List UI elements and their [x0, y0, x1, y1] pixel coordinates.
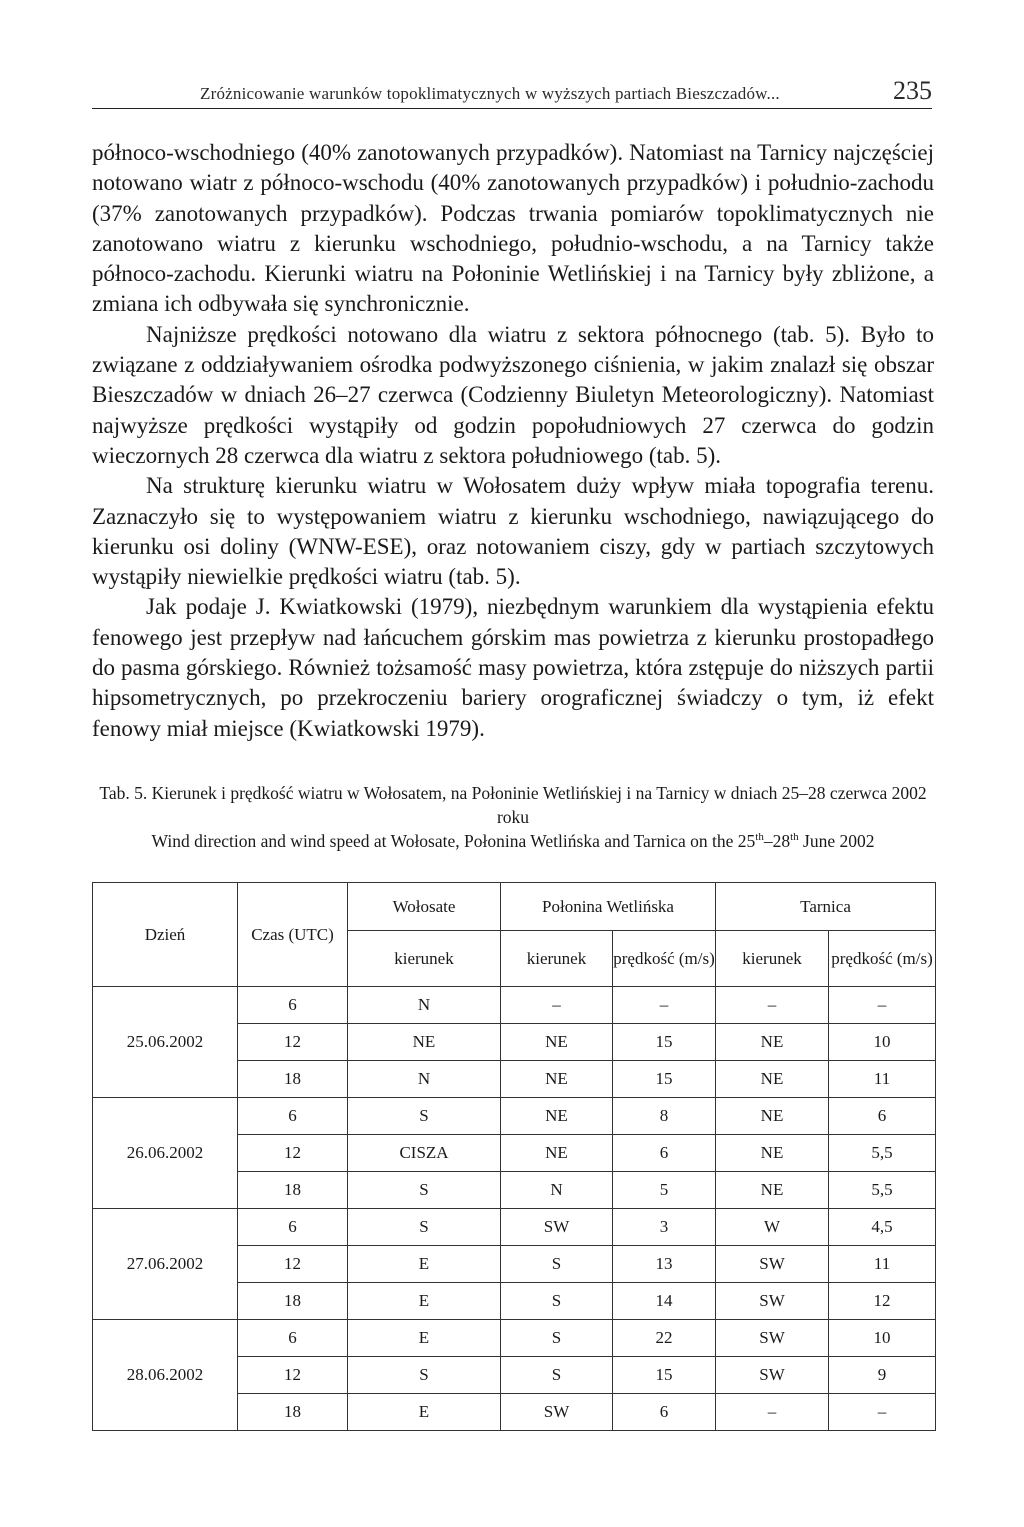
- cell-tarnica-speed: 10: [829, 1320, 936, 1357]
- header-polonina: Połonina Wetlińska: [501, 883, 716, 931]
- cell-time: 6: [238, 1320, 348, 1357]
- cell-polonina-speed: 22: [613, 1320, 716, 1357]
- cell-polonina-direction: S: [501, 1283, 613, 1320]
- cell-time: 6: [238, 1209, 348, 1246]
- cell-polonina-direction: SW: [501, 1209, 613, 1246]
- header-wolosate-direction: kierunek: [348, 931, 501, 987]
- cell-polonina-direction: NE: [501, 1098, 613, 1135]
- cell-polonina-speed: 14: [613, 1283, 716, 1320]
- running-header: [92, 72, 932, 109]
- cell-time: 12: [238, 1357, 348, 1394]
- cell-polonina-speed: 5: [613, 1172, 716, 1209]
- cell-polonina-direction: –: [501, 987, 613, 1024]
- cell-time: 12: [238, 1246, 348, 1283]
- cell-time: 12: [238, 1024, 348, 1061]
- cell-tarnica-speed: 5,5: [829, 1172, 936, 1209]
- cell-wolosate-direction: S: [348, 1098, 501, 1135]
- caption-english: [92, 829, 934, 853]
- cell-polonina-direction: S: [501, 1320, 613, 1357]
- cell-wolosate-direction: N: [348, 987, 501, 1024]
- paragraph-1: północo-wschodniego (40% zanotowanych przypadków). Natomiast na Tarnicy najczęściej notowano wiatr z północo-wschodu (40% zanotowanych przypadków) i południo-zachodu (37% zanotowanych przypadków). Podczas trwania pomiarów topoklimatycznych nie zanotowano wiatru z kierunku wschodniego, południo-wschodu, a na Tarnicy także północo-zachodu. Kierunki wiatru na Połoninie Wetlińskiej i na Tarnicy były zbliżone, a zmiana ich odbywała się synchronicznie.: [92, 140, 934, 317]
- cell-tarnica-direction: NE: [716, 1061, 829, 1098]
- cell-tarnica-speed: 9: [829, 1357, 936, 1394]
- cell-polonina-speed: 15: [613, 1061, 716, 1098]
- cell-polonina-direction: SW: [501, 1394, 613, 1431]
- cell-polonina-direction: S: [501, 1357, 613, 1394]
- cell-tarnica-direction: W: [716, 1209, 829, 1246]
- cell-date: 28.06.2002: [93, 1320, 238, 1431]
- cell-date: 27.06.2002: [93, 1209, 238, 1320]
- cell-date: 25.06.2002: [93, 987, 238, 1098]
- cell-tarnica-direction: NE: [716, 1135, 829, 1172]
- cell-tarnica-direction: NE: [716, 1098, 829, 1135]
- header-wolosate: Wołosate: [348, 883, 501, 931]
- cell-tarnica-speed: –: [829, 1394, 936, 1431]
- cell-polonina-direction: N: [501, 1172, 613, 1209]
- cell-date: 26.06.2002: [93, 1098, 238, 1209]
- table-row: [93, 1209, 936, 1246]
- cell-wolosate-direction: S: [348, 1172, 501, 1209]
- cell-tarnica-speed: 6: [829, 1098, 936, 1135]
- cell-polonina-speed: –: [613, 987, 716, 1024]
- cell-tarnica-speed: 4,5: [829, 1209, 936, 1246]
- header-time: Czas (UTC): [238, 883, 348, 987]
- cell-tarnica-speed: –: [829, 987, 936, 1024]
- body-text: [92, 138, 934, 744]
- caption-english-suffix: June 2002: [798, 831, 875, 851]
- header-day: Dzień: [93, 883, 238, 987]
- cell-time: 6: [238, 1098, 348, 1135]
- running-title: Zróżnicowanie warunków topoklimatycznych w wyższych partiach Bieszczadów...: [200, 84, 780, 103]
- cell-tarnica-speed: 11: [829, 1246, 936, 1283]
- cell-wolosate-direction: E: [348, 1320, 501, 1357]
- cell-tarnica-speed: 11: [829, 1061, 936, 1098]
- cell-tarnica-speed: 12: [829, 1283, 936, 1320]
- cell-polonina-speed: 15: [613, 1024, 716, 1061]
- cell-polonina-direction: NE: [501, 1061, 613, 1098]
- cell-tarnica-direction: NE: [716, 1024, 829, 1061]
- table-row: [93, 1098, 936, 1135]
- cell-wolosate-direction: E: [348, 1246, 501, 1283]
- cell-wolosate-direction: CISZA: [348, 1135, 501, 1172]
- caption-english-dash: –28: [763, 831, 791, 851]
- cell-polonina-speed: 6: [613, 1394, 716, 1431]
- caption-english-prefix: Wind direction and wind speed at Wołosate, Połonina Wetlińska and Tarnica on the 25: [151, 831, 756, 851]
- cell-tarnica-direction: –: [716, 987, 829, 1024]
- cell-polonina-direction: S: [501, 1246, 613, 1283]
- cell-polonina-speed: 15: [613, 1357, 716, 1394]
- table-body: [93, 987, 936, 1431]
- cell-wolosate-direction: NE: [348, 1024, 501, 1061]
- table-row: [93, 987, 936, 1024]
- cell-tarnica-speed: 5,5: [829, 1135, 936, 1172]
- cell-time: 18: [238, 1394, 348, 1431]
- table-caption: [92, 781, 934, 853]
- cell-tarnica-direction: SW: [716, 1246, 829, 1283]
- header-polonina-speed: prędkość (m/s): [613, 931, 716, 987]
- cell-wolosate-direction: E: [348, 1283, 501, 1320]
- cell-time: 18: [238, 1061, 348, 1098]
- cell-wolosate-direction: N: [348, 1061, 501, 1098]
- header-tarnica-speed: prędkość (m/s): [829, 931, 936, 987]
- table-header: [93, 883, 936, 987]
- paragraph-2: Najniższe prędkości notowano dla wiatru z sektora północnego (tab. 5). Było to związane z oddziaływaniem ośrodka podwyższonego ciśnienia, w jakim znalazł się obszar Bieszczadów w dniach 26–27 czerwca (Codzienny Biuletyn Meteorologiczny). Natomiast najwyższe prędkości wystąpiły od godzin popołudniowych 27 czerwca do godzin wieczornych 28 czerwca dla wiatru z sektora południowego (tab. 5).: [92, 321, 934, 468]
- cell-polonina-speed: 13: [613, 1246, 716, 1283]
- wind-table: [92, 882, 936, 1431]
- table-row: [93, 1320, 936, 1357]
- cell-tarnica-direction: SW: [716, 1283, 829, 1320]
- cell-tarnica-direction: –: [716, 1394, 829, 1431]
- cell-time: 18: [238, 1283, 348, 1320]
- cell-tarnica-direction: NE: [716, 1172, 829, 1209]
- cell-tarnica-speed: 10: [829, 1024, 936, 1061]
- header-tarnica: Tarnica: [716, 883, 936, 931]
- cell-time: 12: [238, 1135, 348, 1172]
- caption-sup-2: th: [790, 831, 799, 844]
- cell-tarnica-direction: SW: [716, 1320, 829, 1357]
- cell-polonina-direction: NE: [501, 1135, 613, 1172]
- cell-wolosate-direction: S: [348, 1209, 501, 1246]
- cell-wolosate-direction: E: [348, 1394, 501, 1431]
- caption-polish: Tab. 5. Kierunek i prędkość wiatru w Wołosatem, na Połoninie Wetlińskiej i na Tarnicy w dniach 25–28 czerwca 2002 roku: [99, 783, 927, 827]
- header-tarnica-direction: kierunek: [716, 931, 829, 987]
- page-number: 235: [893, 76, 932, 105]
- paragraph-3: Na strukturę kierunku wiatru w Wołosatem duży wpływ miała topografia terenu. Zaznaczyło się to występowaniem wiatru z kierunku wschodniego, nawiązującego do kierunku osi doliny (WNW-ESE), oraz notowaniem ciszy, gdy w partiach szczytowych wystąpiły niewielkie prędkości wiatru (tab. 5).: [92, 473, 934, 590]
- cell-time: 6: [238, 987, 348, 1024]
- cell-time: 18: [238, 1172, 348, 1209]
- cell-polonina-speed: 3: [613, 1209, 716, 1246]
- cell-wolosate-direction: S: [348, 1357, 501, 1394]
- cell-tarnica-direction: SW: [716, 1357, 829, 1394]
- cell-polonina-speed: 6: [613, 1135, 716, 1172]
- cell-polonina-speed: 8: [613, 1098, 716, 1135]
- header-polonina-direction: kierunek: [501, 931, 613, 987]
- cell-polonina-direction: NE: [501, 1024, 613, 1061]
- caption-sup-1: th: [755, 831, 764, 844]
- paragraph-4: Jak podaje J. Kwiatkowski (1979), niezbędnym warunkiem dla wystąpienia efektu fenowego jest przepływ nad łańcuchem górskim mas powietrza z kierunku prostopadłego do pasma górskiego. Również tożsamość masy powietrza, która zstępuje do niższych partii hipsometrycznych, po przekroczeniu bariery orograficznej świadczy o tym, iż efekt fenowy miał miejsce (Kwiatkowski 1979).: [92, 594, 934, 741]
